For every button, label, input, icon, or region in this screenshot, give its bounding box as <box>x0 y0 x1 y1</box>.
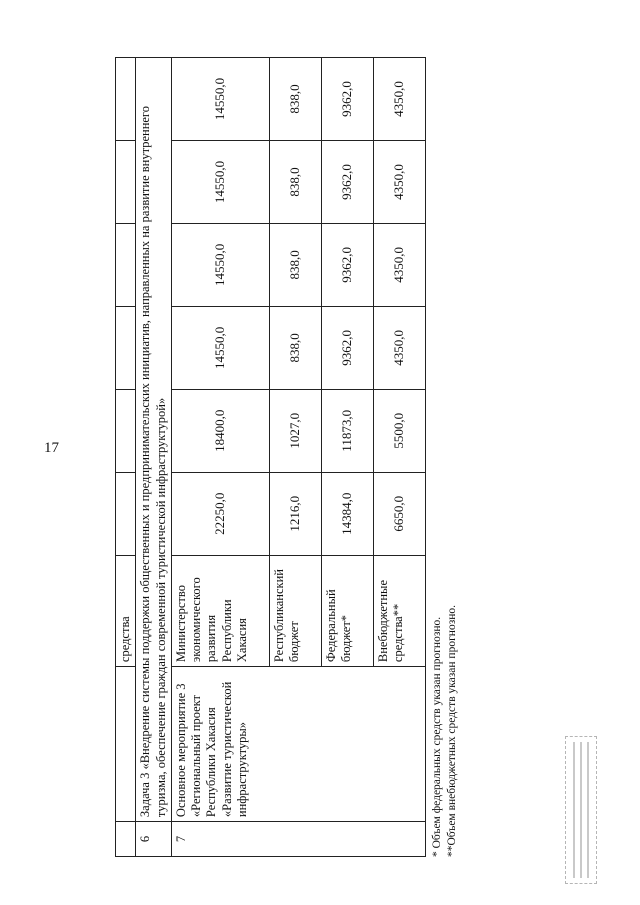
top-row-text: средства <box>116 555 136 666</box>
value-cell: 9362,0 <box>321 141 373 224</box>
page-number: 17 <box>44 440 59 456</box>
rotated-content <box>115 57 515 857</box>
measure-name: Основное мероприятие 3 «Региональный проект Республики Хакасия «Развитие туристической инфраструктуры» <box>171 667 425 822</box>
table-row <box>171 58 269 857</box>
source-label: Республиканский бюджет <box>269 555 321 666</box>
value-cell: 14384,0 <box>321 472 373 555</box>
value-cell: 1027,0 <box>269 389 321 472</box>
table-row-task <box>136 58 172 857</box>
value-cell: 9362,0 <box>321 223 373 306</box>
value-cell: 4350,0 <box>373 223 425 306</box>
value-cell: 6650,0 <box>373 472 425 555</box>
task-text: Задача 3 «Внедрение системы поддержки общественных и предпринимательских инициатив, направленных на развитие внутреннего туризма, обеспечение граждан современной туристической инфраструктурой» <box>136 58 172 822</box>
value-cell: 9362,0 <box>321 306 373 389</box>
value-cell: 14550,0 <box>171 306 269 389</box>
task-number: 6 <box>136 822 172 857</box>
value-cell: 11873,0 <box>321 389 373 472</box>
value-cell: 5500,0 <box>373 389 425 472</box>
table-row-top <box>116 58 136 857</box>
value-cell: 14550,0 <box>171 141 269 224</box>
value-cell: 4350,0 <box>373 306 425 389</box>
source-label: Министерство экономического развития Республики Хакасия <box>171 555 269 666</box>
value-cell: 838,0 <box>269 58 321 141</box>
footnote-federal: * Объем федеральных средств указан прогнозно. <box>430 616 443 857</box>
value-cell: 14550,0 <box>171 58 269 141</box>
footnotes <box>430 57 460 857</box>
stamp <box>565 736 597 884</box>
value-cell: 838,0 <box>269 223 321 306</box>
budget-table <box>115 57 426 857</box>
source-label: Внебюджетные средства** <box>373 555 425 666</box>
measure-number: 7 <box>171 822 425 857</box>
source-label: Федеральный бюджет* <box>321 555 373 666</box>
value-cell: 838,0 <box>269 306 321 389</box>
value-cell: 18400,0 <box>171 389 269 472</box>
value-cell: 9362,0 <box>321 58 373 141</box>
value-cell: 14550,0 <box>171 223 269 306</box>
value-cell: 4350,0 <box>373 58 425 141</box>
value-cell: 1216,0 <box>269 472 321 555</box>
value-cell: 22250,0 <box>171 472 269 555</box>
value-cell: 838,0 <box>269 141 321 224</box>
value-cell: 4350,0 <box>373 141 425 224</box>
footnote-extrabudgetary: **Объем внебюджетных средств указан прогнозно. <box>445 604 458 857</box>
